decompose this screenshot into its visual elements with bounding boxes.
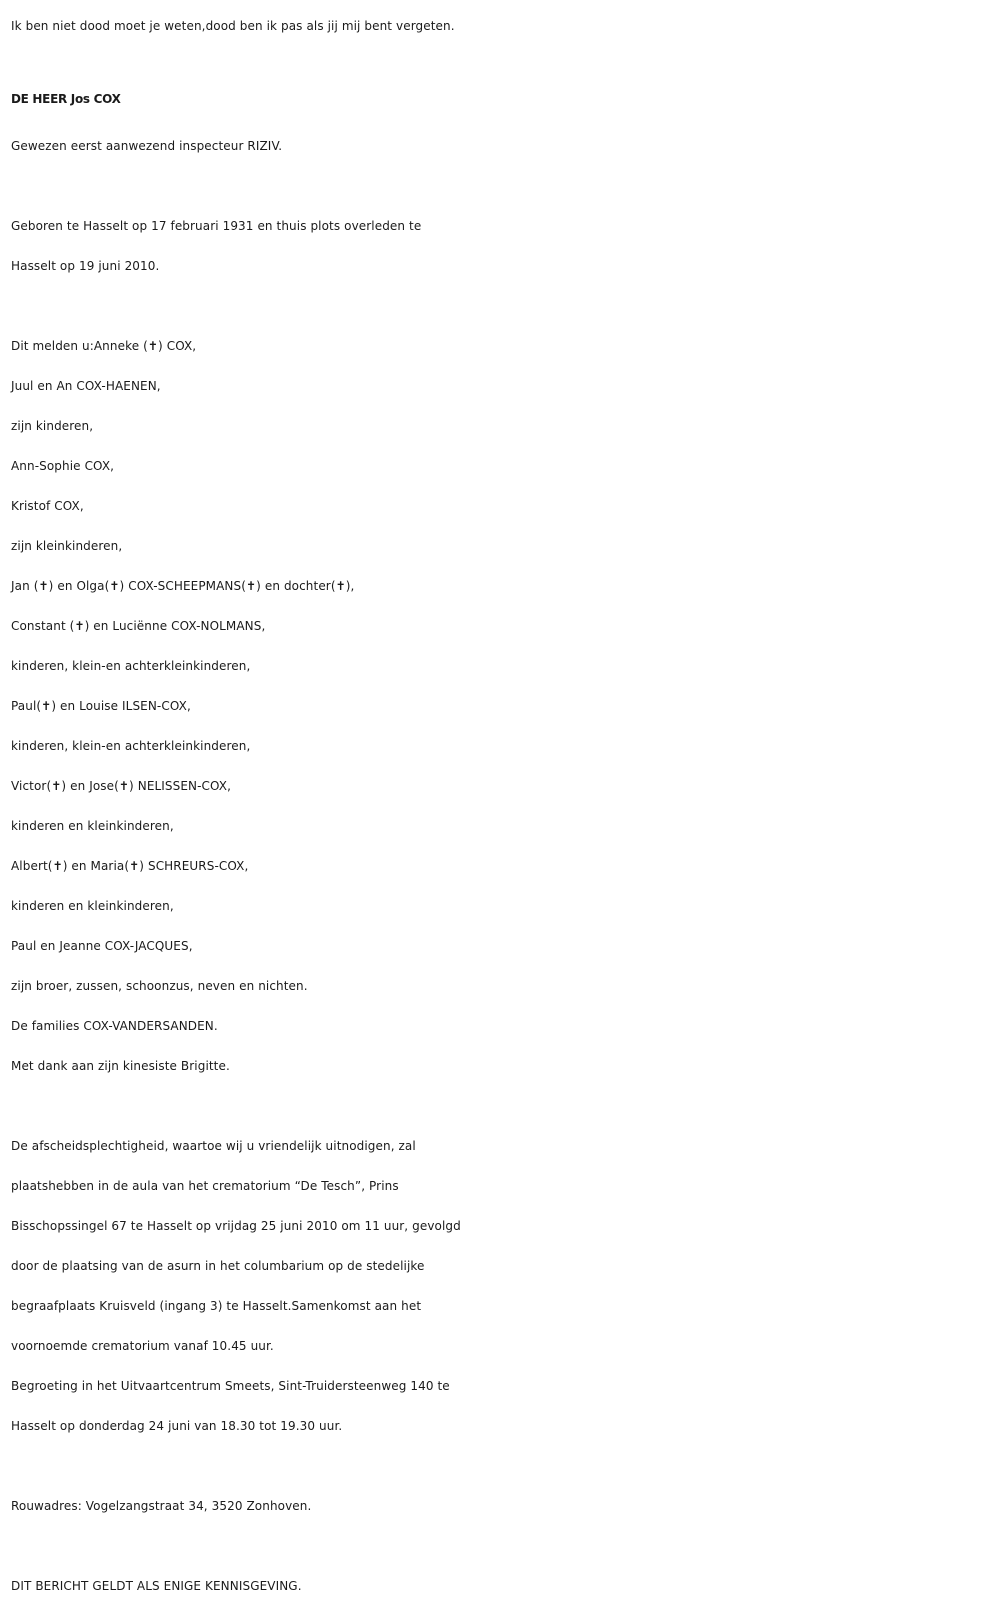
mourning-address: Rouwadres: Vogelzangstraat 34, 3520 Zonhoven. bbox=[11, 1499, 312, 1513]
ceremony-line: De afscheidsplechtigheid, waartoe wij u vriendelijk uitnodigen, zal bbox=[11, 1139, 416, 1153]
spacer bbox=[11, 46, 990, 72]
deceased-name: DE HEER Jos COX bbox=[11, 92, 121, 106]
family-line: Met dank aan zijn kinesiste Brigitte. bbox=[11, 1059, 230, 1073]
family-line: Paul en Jeanne COX-JACQUES, bbox=[11, 939, 193, 953]
family-line: Albert(✝) en Maria(✝) SCHREURS-COX, bbox=[11, 859, 249, 873]
family-line: Ann-Sophie COX, bbox=[11, 459, 115, 473]
family-line: Juul en An COX-HAENEN, bbox=[11, 379, 161, 393]
family-line: kinderen, klein-en achterkleinkinderen, bbox=[11, 739, 251, 753]
family-line: Constant (✝) en Luciënne COX-NOLMANS, bbox=[11, 619, 266, 633]
ceremony-line: Bisschopssingel 67 te Hasselt op vrijdag 25 juni 2010 om 11 uur, gevolgd bbox=[11, 1219, 461, 1233]
family-line: kinderen en kleinkinderen, bbox=[11, 899, 174, 913]
family-line: kinderen, klein-en achterkleinkinderen, bbox=[11, 659, 251, 673]
family-line: Dit melden u:Anneke (✝) COX, bbox=[11, 339, 197, 353]
notice-footer: DIT BERICHT GELDT ALS ENIGE KENNISGEVING. bbox=[11, 1579, 302, 1593]
announced-by-block bbox=[11, 326, 990, 1086]
ceremony-line: door de plaatsing van de asurn in het columbarium op de stedelijke bbox=[11, 1259, 425, 1273]
spacer bbox=[11, 1446, 990, 1486]
family-line: zijn broer, zussen, schoonzus, neven en nichten. bbox=[11, 979, 308, 993]
ceremony-line: plaatshebben in de aula van het crematorium “De Tesch”, Prins bbox=[11, 1179, 399, 1193]
spacer bbox=[11, 1086, 990, 1126]
spacer bbox=[11, 286, 990, 326]
ceremony-line: begraafplaats Kruisveld (ingang 3) te Hasselt.Samenkomst aan het bbox=[11, 1299, 422, 1313]
ceremony-block bbox=[11, 1126, 990, 1446]
birth-death-line: Geboren te Hasselt op 17 februari 1931 en thuis plots overleden te bbox=[11, 219, 422, 233]
ceremony-line: Hasselt op donderdag 24 juni van 18.30 tot 19.30 uur. bbox=[11, 1419, 343, 1433]
motto: Ik ben niet dood moet je weten,dood ben ik pas als jij mij bent vergeten. bbox=[11, 19, 455, 33]
family-line: De families COX-VANDERSANDEN. bbox=[11, 1019, 218, 1033]
family-line: kinderen en kleinkinderen, bbox=[11, 819, 174, 833]
family-line: zijn kinderen, bbox=[11, 419, 94, 433]
family-line: Victor(✝) en Jose(✝) NELISSEN-COX, bbox=[11, 779, 232, 793]
occupation: Gewezen eerst aanwezend inspecteur RIZIV. bbox=[11, 139, 283, 153]
family-line: zijn kleinkinderen, bbox=[11, 539, 123, 553]
family-line: Kristof COX, bbox=[11, 499, 84, 513]
spacer bbox=[11, 166, 990, 206]
family-line: Jan (✝) en Olga(✝) COX-SCHEEPMANS(✝) en dochter(✝), bbox=[11, 579, 355, 593]
ceremony-line: voornoemde crematorium vanaf 10.45 uur. bbox=[11, 1339, 274, 1353]
birth-death-block bbox=[11, 206, 990, 286]
spacer bbox=[11, 1526, 990, 1566]
ceremony-line: Begroeting in het Uitvaartcentrum Smeets, Sint-Truidersteenweg 140 te bbox=[11, 1379, 450, 1393]
family-line: Paul(✝) en Louise ILSEN-COX, bbox=[11, 699, 191, 713]
birth-death-line: Hasselt op 19 juni 2010. bbox=[11, 259, 160, 273]
